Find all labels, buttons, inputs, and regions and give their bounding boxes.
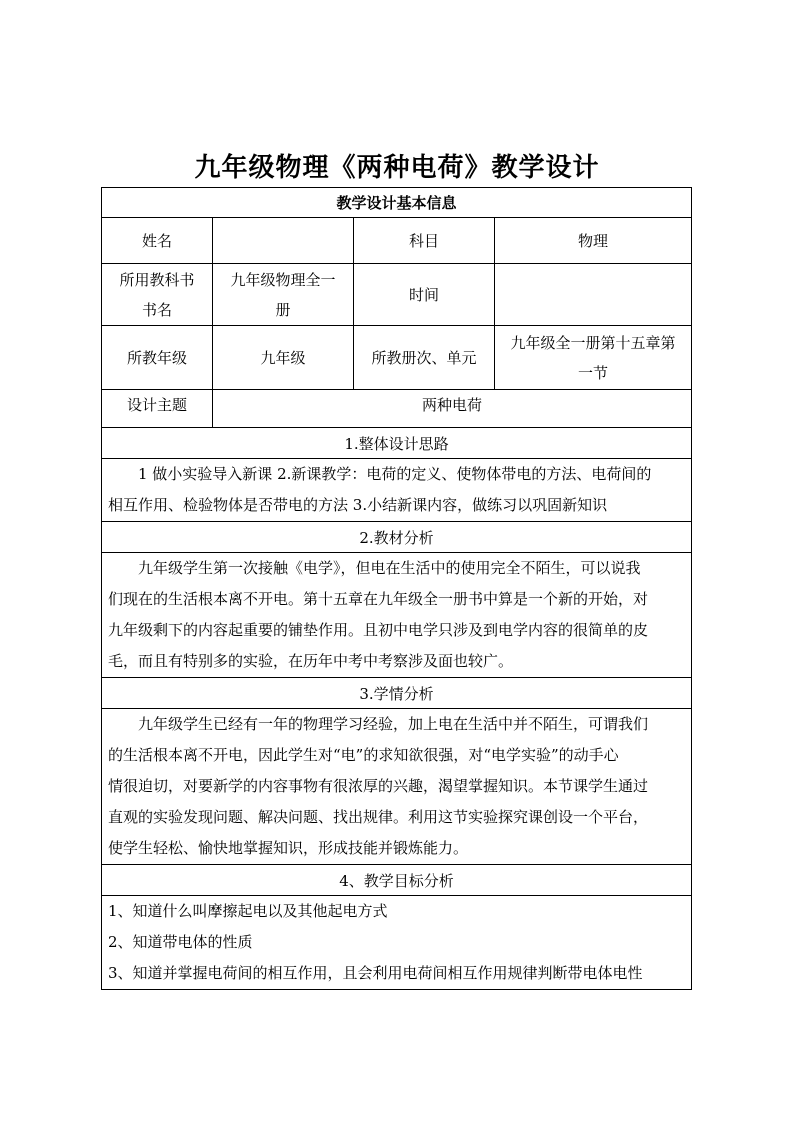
topic-label: 设计主题 — [102, 390, 213, 428]
objective-item: 1、知道什么叫摩擦起电以及其他起电方式 — [108, 902, 388, 920]
lesson-plan-table — [101, 187, 692, 990]
textbook-label-line2: 书名 — [141, 300, 172, 319]
section-2-heading: 2.教材分析 — [102, 522, 692, 553]
textbook-label-line1: 所用教科书 — [119, 270, 195, 289]
volume-label: 所教册次、单元 — [354, 326, 495, 390]
grade-label: 所教年级 — [102, 326, 213, 390]
subject-value: 物理 — [495, 218, 692, 264]
section-1-line: 1 做小实验导入新课 2.新课教学：电荷的定义、使物体带电的方法、电荷间的 — [138, 465, 652, 483]
time-value — [495, 264, 692, 326]
section-4-heading: 4、教学目标分析 — [102, 865, 692, 896]
section-2-line: 九年级剩下的内容起重要的铺垫作用。且初中电学只涉及到电学内容的很简单的皮 — [108, 621, 649, 639]
section-3-line: 情很迫切，对要新学的内容事物有很浓厚的兴趣，渴望掌握知识。本节课学生通过 — [108, 777, 649, 795]
section-3-line: 直观的实验发现问题、解决问题、找出规律。利用这节实验探究课创设一个平台， — [108, 808, 649, 826]
section-2-line: 毛，而且有特别多的实验，在历年中考中考察涉及面也较广。 — [108, 652, 514, 670]
time-label: 时间 — [354, 264, 495, 326]
volume-value-line1: 九年级全一册第十五章第 — [510, 333, 676, 352]
section-1-line: 相互作用、检验物体是否带电的方法 3.小结新课内容，做练习以巩固新知识 — [108, 496, 608, 514]
section-4-body — [102, 896, 692, 990]
document-title: 九年级物理《两种电荷》教学设计 — [194, 153, 600, 183]
grade-value: 九年级 — [213, 326, 354, 390]
section-3-line: 九年级学生已经有一年的物理学习经验，加上电在生活中并不陌生，可谓我们 — [138, 715, 649, 733]
name-label: 姓名 — [102, 218, 213, 264]
section-2-line: 九年级学生第一次接触《电学》，但电在生活中的使用完全不陌生，可以说我 — [138, 559, 641, 577]
section-1-heading: 1.整体设计思路 — [102, 428, 692, 459]
volume-value-line2: 一节 — [578, 363, 609, 382]
section-3-heading: 3.学情分析 — [102, 678, 692, 709]
name-value — [213, 218, 354, 264]
section-1-body — [102, 459, 692, 522]
topic-value: 两种电荷 — [213, 390, 692, 428]
basic-info-heading: 教学设计基本信息 — [102, 188, 692, 218]
textbook-label — [102, 264, 213, 326]
objective-item: 3、知道并掌握电荷间的相互作用，且会利用电荷间相互作用规律判断带电体电性 — [108, 964, 643, 982]
section-3-line: 的生活根本离不开电，因此学生对“电”的求知欲很强，对“电学实验”的动手心 — [108, 746, 619, 764]
textbook-value-line1: 九年级物理全一 — [230, 270, 336, 289]
volume-value — [495, 326, 692, 390]
section-3-line: 使学生轻松、愉快地掌握知识，形成技能并锻炼能力。 — [108, 839, 469, 857]
textbook-value — [213, 264, 354, 326]
section-2-line: 们现在的生活根本离不开电。第十五章在九年级全一册书中算是一个新的开始，对 — [108, 590, 649, 608]
section-2-body — [102, 553, 692, 678]
subject-label: 科目 — [354, 218, 495, 264]
objective-item: 2、知道带电体的性质 — [108, 933, 253, 951]
section-3-body — [102, 709, 692, 865]
textbook-value-line2: 册 — [275, 300, 291, 319]
